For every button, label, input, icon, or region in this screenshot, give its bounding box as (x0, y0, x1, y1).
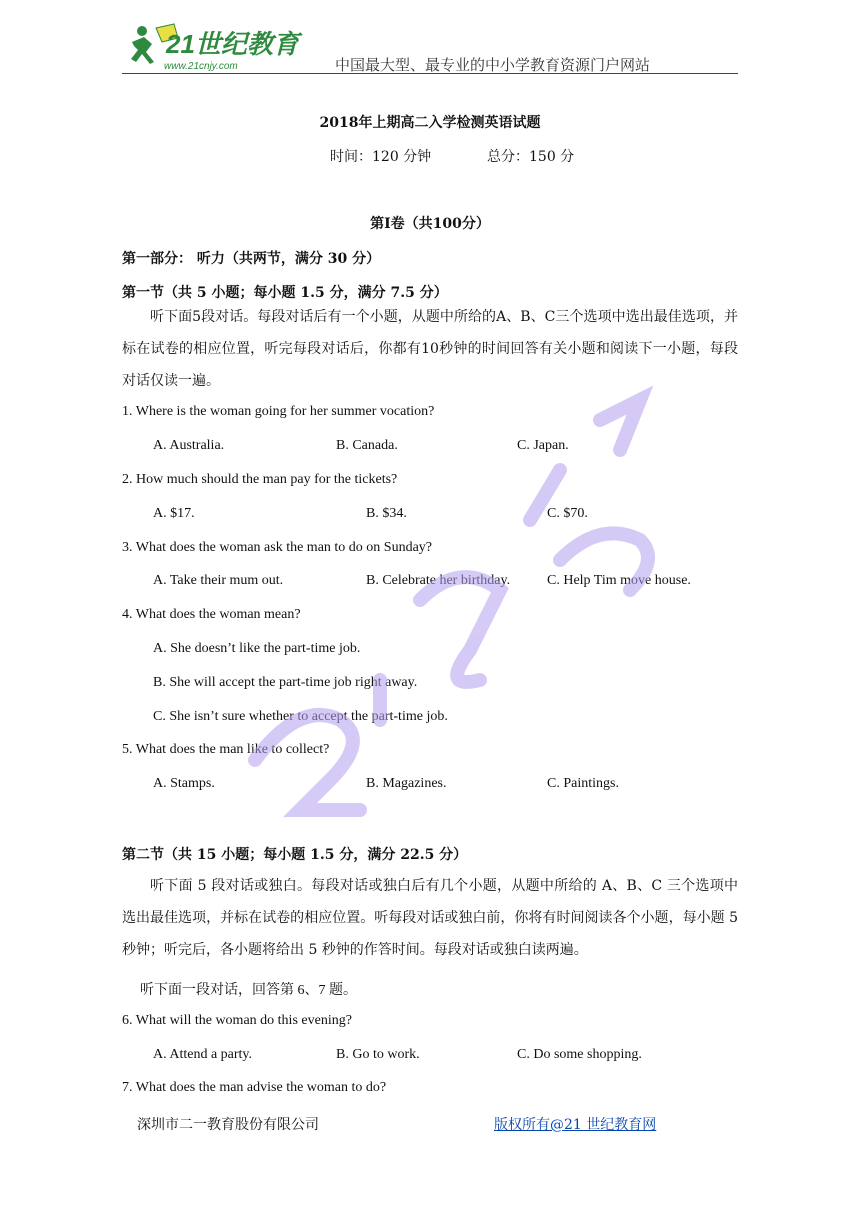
section2-heading: 第二节（共 15 小题；每小题 1.5 分，满分 22.5 分） (122, 847, 468, 863)
option-c: C. Do some shopping. (517, 1047, 642, 1062)
page-header (122, 22, 738, 76)
question-stem: 2. How much should the man pay for the tickets? (122, 472, 398, 487)
question-stem: 7. What does the man advise the woman to do? (122, 1080, 387, 1095)
question-stem: 4. What does the woman mean? (122, 607, 301, 622)
question-stem: 1. Where is the woman going for her summer vocation? (122, 404, 435, 419)
logo-url: www.21cnjy.com (164, 61, 238, 72)
section1-heading: 第一节（共 5 小题；每小题 1.5 分，满分 7.5 分） (122, 285, 448, 301)
footer-copyright-link[interactable]: 版权所有@21 世纪教育网 (494, 1117, 657, 1133)
header-divider (122, 73, 738, 74)
option-c: C. $70. (547, 506, 588, 521)
exam-score: 总分：150 分 (487, 149, 575, 165)
section1-instructions: 听下面5段对话。每段对话后有一个小题，从题中所给的A、B、C三个选项中选出最佳选项，并标在试卷的相应位置，听完每段对话后，你都有10秒钟的时间回答有关小题和阅读下一小题，每段对话仅读一遍。 (122, 309, 738, 389)
option-b: B. Canada. (336, 438, 398, 453)
header-slogan: 中国最大型、最专业的中小学教育资源门户网站 (335, 56, 651, 74)
option-b: B. Magazines. (366, 776, 447, 791)
exam-time: 时间：120 分钟 (330, 149, 432, 165)
part1-heading: 第一部分： 听力（共两节，满分 30 分） (122, 251, 381, 267)
exam-title: 2018年上期高二入学检测英语试题 (319, 115, 541, 131)
option-a: A. Take their mum out. (153, 573, 284, 588)
option-a: A. Australia. (153, 438, 225, 453)
option-c: C. Japan. (517, 438, 569, 453)
option-b: B. $34. (366, 506, 407, 521)
option-a: A. Stamps. (153, 776, 215, 791)
dialogue-note: 听下面一段对话，回答第 6、7 题。 (140, 983, 357, 998)
option-b: B. She will accept the part-time job right away. (153, 675, 418, 690)
option-a: A. She doesn’t like the part-time job. (153, 641, 361, 656)
question-stem: 6. What will the woman do this evening? (122, 1013, 352, 1028)
option-b: B. Go to work. (336, 1047, 420, 1062)
option-a: A. $17. (153, 506, 195, 521)
option-c: C. Paintings. (547, 776, 619, 791)
question-stem: 3. What does the woman ask the man to do on Sunday? (122, 540, 433, 555)
option-c: C. Help Tim move house. (547, 573, 691, 588)
site-logo (122, 22, 327, 72)
footer-company: 深圳市二一教育股份有限公司 (137, 1117, 319, 1133)
option-a: A. Attend a party. (153, 1047, 253, 1062)
option-b: B. Celebrate her birthday. (366, 573, 511, 588)
section2-instructions: 听下面 5 段对话或独白。每段对话或独白后有几个小题，从题中所给的 A、B、C 三个选项中选出最佳选项，并标在试卷的相应位置。听每段对话或独白前，你将有时间阅读各个小题，每小题 5 秒钟；听完后，各小题将给出 5 秒钟的作答时间。每段对话或独白读两遍。 (122, 878, 738, 958)
option-c: C. She isn’t sure whether to accept the part-time job. (153, 709, 448, 724)
logo-text: 21世纪教育 (166, 29, 299, 59)
volume-title: 第I卷（共100分） (370, 216, 490, 232)
question-stem: 5. What does the man like to collect? (122, 742, 330, 757)
